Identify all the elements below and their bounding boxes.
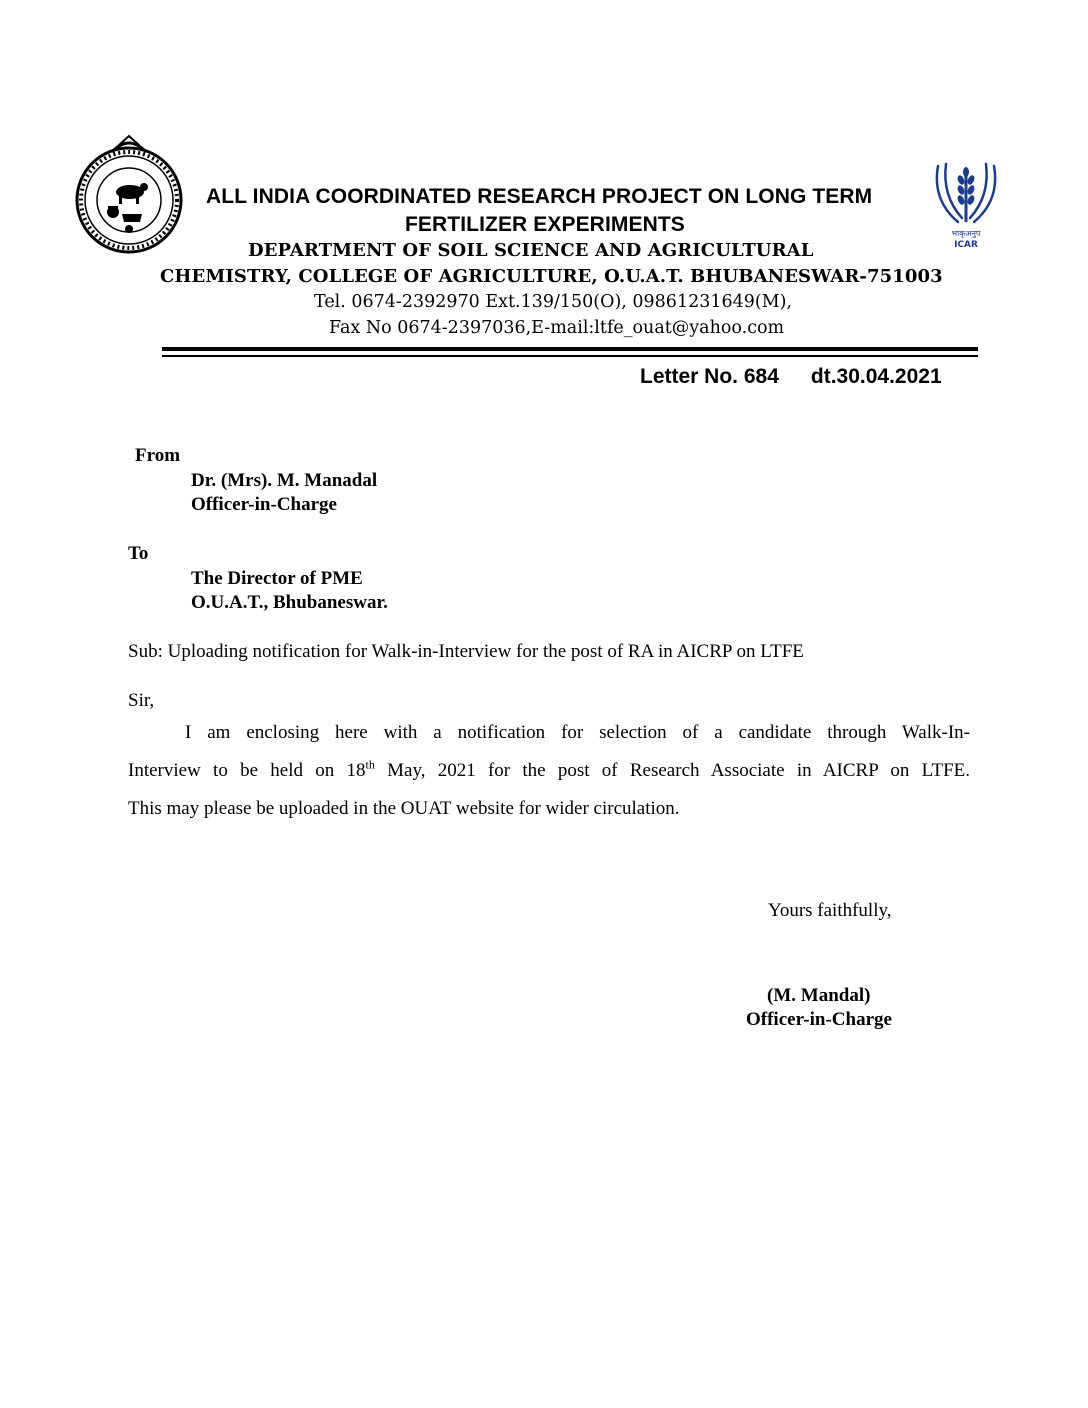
body-line: I am enclosing here with a notification for selection of a candidate through Walk-In-	[185, 722, 970, 743]
from-label: From	[135, 445, 181, 466]
letter-number: Letter No. 684	[640, 365, 779, 388]
sender-title: Officer-in-Charge	[191, 494, 337, 515]
closing: Yours faithfully,	[768, 900, 892, 921]
signatory-name: (M. Mandal)	[767, 985, 871, 1006]
header-department: DEPARTMENT OF SOIL SCIENCE AND AGRICULTURAL	[248, 240, 814, 261]
header-project-subtitle: FERTILIZER EXPERIMENTS	[405, 213, 685, 236]
header-divider-thin	[162, 355, 978, 357]
letter-reference	[640, 365, 942, 389]
salutation: Sir,	[128, 690, 155, 711]
header-project-title: ALL INDIA COORDINATED RESEARCH PROJECT ON LONG TERM	[206, 185, 873, 208]
header-telephone: Tel. 0674-2392970 Ext.139/150(O), 09861231649(M),	[314, 292, 793, 312]
header-divider-thick	[162, 347, 978, 351]
to-label: To	[128, 543, 149, 564]
letter-date: dt.30.04.2021	[810, 365, 942, 388]
sender-name: Dr. (Mrs). M. Manadal	[191, 470, 378, 491]
body-line: This may please be uploaded in the OUAT website for wider circulation.	[128, 798, 680, 819]
recipient-place: O.U.A.T., Bhubaneswar.	[191, 592, 388, 613]
recipient-name: The Director of PME	[191, 568, 363, 589]
icar-text: ICAR	[954, 240, 978, 250]
body-paragraph	[128, 714, 970, 828]
icar-hindi-text: भाकृअनुप	[951, 229, 981, 238]
signatory-title: Officer-in-Charge	[746, 1009, 892, 1030]
university-seal-logo	[70, 132, 188, 254]
subject-line: Sub: Uploading notification for Walk-in-Interview for the post of RA in AICRP on LTFE	[128, 641, 804, 662]
body-line: Interview to be held on 18th May, 2021 for the post of Research Associate in AICRP on LTFE.	[128, 757, 970, 781]
header-college-address: CHEMISTRY, COLLEGE OF AGRICULTURE, O.U.A.T. BHUBANESWAR-751003	[160, 266, 943, 287]
icar-logo	[930, 160, 1002, 250]
header-fax-email: Fax No 0674-2397036,E-mail:ltfe_ouat@yahoo.com	[329, 318, 785, 338]
